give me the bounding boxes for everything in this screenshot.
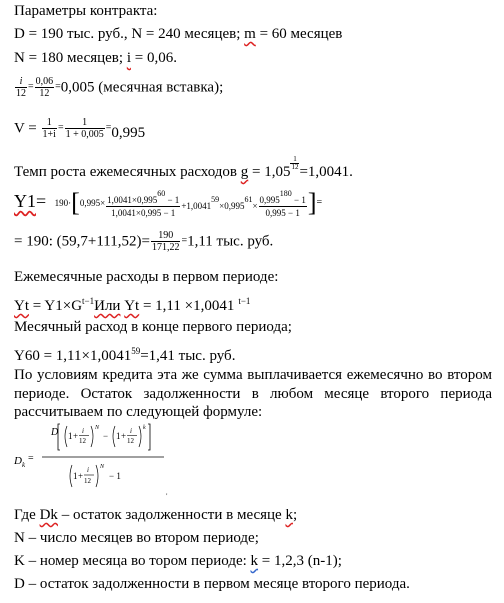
fraction-1-over-1plusi: $\frac{1}{1+i}$ xyxy=(42,117,56,140)
legend-d-line: D – остаток задолженности в первом месяце второго периода. xyxy=(14,576,410,592)
svg-text:,: , xyxy=(166,490,168,496)
svg-text:N: N xyxy=(95,425,100,431)
num-big-bracket-right xyxy=(148,424,150,450)
svg-text:+: + xyxy=(73,431,79,441)
fraction-190-over-17122: $\frac{190}{171,22}$ xyxy=(151,230,180,253)
svg-text:12: 12 xyxy=(79,437,86,445)
y1-formula: Y1= 190·[0,995× $\frac{1,0041\times 0,99560 - 1}{1,0041\times 0,995 - 1}$ +1,004159×0,99561× $\frac{0,995180 - 1}{0,995 - 1}$ ]= xyxy=(14,188,323,218)
fraction-006-over-12: $\frac{0,06}{12}$ xyxy=(35,76,54,99)
fraction-i-over-12: $\frac{i}{12}$ xyxy=(16,76,26,99)
growth-rate-line: Темп роста ежемесячных расходов g = 1,05 $\frac{1}{12}$ =1,0041. xyxy=(14,155,353,180)
svg-text:+: + xyxy=(78,471,84,481)
svg-text:1: 1 xyxy=(73,471,78,481)
credit-conditions-paragraph: По условиям кредита эта же сумма выплачивается ежемесячно во втором периоде. Остаток задолженности в любом месяце второго периода рассчитываем по следующей формуле: xyxy=(14,367,492,420)
svg-text:N: N xyxy=(100,464,105,470)
svg-text:− 1: − 1 xyxy=(109,471,121,481)
legend-n-line: N – число месяцев во втором периоде; xyxy=(14,530,259,546)
contract-params-heading: Параметры контракта: xyxy=(14,3,158,19)
remaining-debt-formula-svg xyxy=(12,420,172,500)
formula-num-d: D xyxy=(51,427,59,438)
svg-text:12: 12 xyxy=(84,477,91,485)
formula-lhs-d: D xyxy=(14,455,22,467)
num-paren-1-right xyxy=(91,426,93,447)
fraction-growth-sum-2: $\frac{0,995180 - 1}{0,995 - 1}$ xyxy=(259,188,306,218)
params-line-n-i: N = 180 месяцев; i = 0,06. xyxy=(14,50,177,66)
y1-result-line: = 190: (59,7+111,52)= $\frac{190}{171,22}$ =1,11 тыс. руб. xyxy=(14,230,274,253)
svg-text:i: i xyxy=(87,466,89,474)
remaining-debt-formula xyxy=(12,420,172,500)
formula-lhs-k: k xyxy=(22,461,26,469)
num-big-bracket-left xyxy=(58,424,60,450)
fraction-growth-sum-1: $\frac{1,0041\times 0,99560 - 1}{1,0041\times 0,995 - 1}$ xyxy=(107,188,180,218)
num-paren-1-left xyxy=(65,426,67,447)
discount-factor-formula: V = $\frac{1}{1+i}$ = $\frac{1}{1 + 0,005}$ =0,995 xyxy=(14,117,146,141)
svg-text:i: i xyxy=(130,427,132,435)
svg-text:k: k xyxy=(143,425,146,431)
legend-dk-line: Где Dk – остаток задолженности в месяце k; xyxy=(14,507,298,523)
svg-text:i: i xyxy=(82,427,84,435)
end-of-period-heading: Месячный расход в конце первого периода; xyxy=(14,319,292,335)
svg-text:1: 1 xyxy=(116,431,121,441)
exponent-1-over-12: $\frac{1}{12}$ xyxy=(291,155,299,171)
num-paren-2-right xyxy=(139,426,141,447)
y60-line: $Y60 = 1,11\times 1,0041^{59}=1,41$ тыс. руб. xyxy=(14,346,236,364)
svg-text:+: + xyxy=(121,431,127,441)
svg-text:1: 1 xyxy=(68,431,73,441)
svg-text:12: 12 xyxy=(127,437,134,445)
legend-k-line: K – номер месяца во тором периоде: k = 1,2,3 (n-1); xyxy=(14,553,342,569)
num-paren-2-left xyxy=(113,426,115,447)
svg-text:−: − xyxy=(103,431,109,441)
first-period-expenses-heading: Ежемесячные расходы в первом периоде: xyxy=(14,269,279,285)
den-paren-left xyxy=(70,465,72,487)
yt-formula-line: $Yt = Y1\times G^{t-1}Или$ Yt = 1,11 ×1,0041 $^{t-1}$ xyxy=(14,296,251,314)
monthly-rate-formula: $\frac{i}{12}$ = $\frac{0,06}{12}$ =0,005 (месячная вставка); xyxy=(16,76,224,99)
fraction-1-over-1005: $\frac{1}{1 + 0,005}$ xyxy=(65,117,104,140)
formula-equals: = xyxy=(28,453,34,464)
params-line-d-n-m: D = 190 тыс. руб., N = 240 месяцев; m = 60 месяцев xyxy=(14,26,343,42)
den-paren-right xyxy=(96,465,98,487)
